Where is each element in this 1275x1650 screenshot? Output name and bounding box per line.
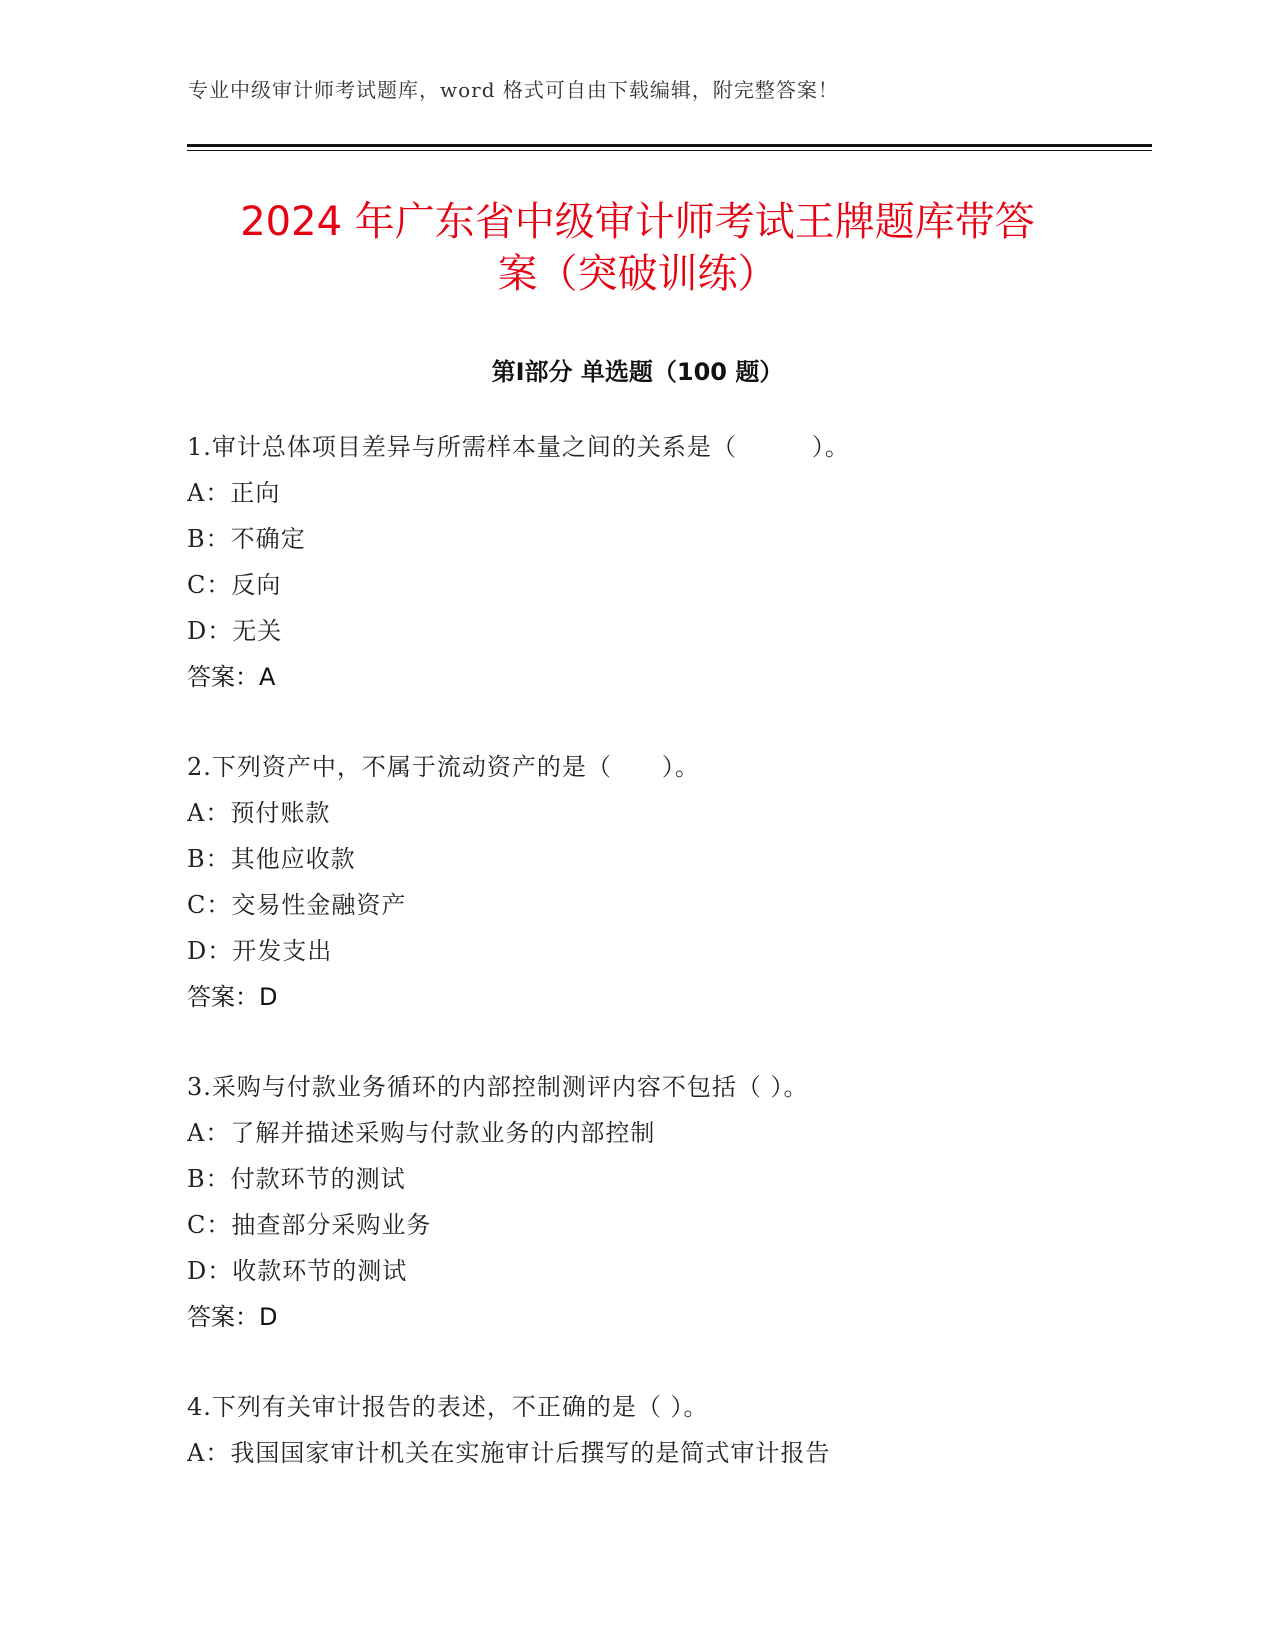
question-3	[187, 1064, 1167, 1340]
option-b: B：付款环节的测试	[187, 1165, 406, 1193]
option-a: A：我国国家审计机关在实施审计后撰写的是简式审计报告	[187, 1439, 831, 1467]
header-divider-thick	[187, 144, 1152, 147]
answer-line: 答案：A	[187, 663, 276, 691]
answer-line: 答案：D	[187, 983, 278, 1011]
section-heading: 第Ⅰ部分 单选题（100 题）	[491, 358, 784, 386]
option-d: D：无关	[187, 617, 283, 645]
option-d: D：开发支出	[187, 937, 333, 965]
option-b: B：其他应收款	[187, 845, 356, 873]
option-c: C：交易性金融资产	[187, 891, 407, 919]
document-title-line-1: 2024 年广东省中级审计师考试王牌题库带答	[240, 199, 1035, 245]
question-stem: 1.审计总体项目差异与所需样本量之间的关系是（ ）。	[187, 433, 850, 461]
page-header-text: 专业中级审计师考试题库，word 格式可自由下载编辑，附完整答案！	[188, 78, 839, 102]
document-title	[150, 196, 1125, 300]
option-a: A：预付账款	[187, 799, 331, 827]
option-a: A：正向	[187, 479, 281, 507]
question-stem: 3.采购与付款业务循环的内部控制测评内容不包括（ ）。	[187, 1073, 809, 1101]
question-1	[187, 424, 1167, 700]
question-stem: 2.下列资产中，不属于流动资产的是（ ）。	[187, 753, 700, 781]
question-stem: 4.下列有关审计报告的表述，不正确的是（ ）。	[187, 1393, 709, 1421]
answer-line: 答案：D	[187, 1303, 278, 1331]
question-2	[187, 744, 1167, 1020]
question-4	[187, 1384, 1167, 1476]
option-c: C：抽查部分采购业务	[187, 1211, 432, 1239]
header-divider-thin	[187, 150, 1152, 151]
option-b: B：不确定	[187, 525, 306, 553]
option-c: C：反向	[187, 571, 282, 599]
document-title-line-2: 案（突破训练）	[497, 251, 778, 297]
option-d: D：收款环节的测试	[187, 1257, 408, 1285]
option-a: A：了解并描述采购与付款业务的内部控制	[187, 1119, 656, 1147]
